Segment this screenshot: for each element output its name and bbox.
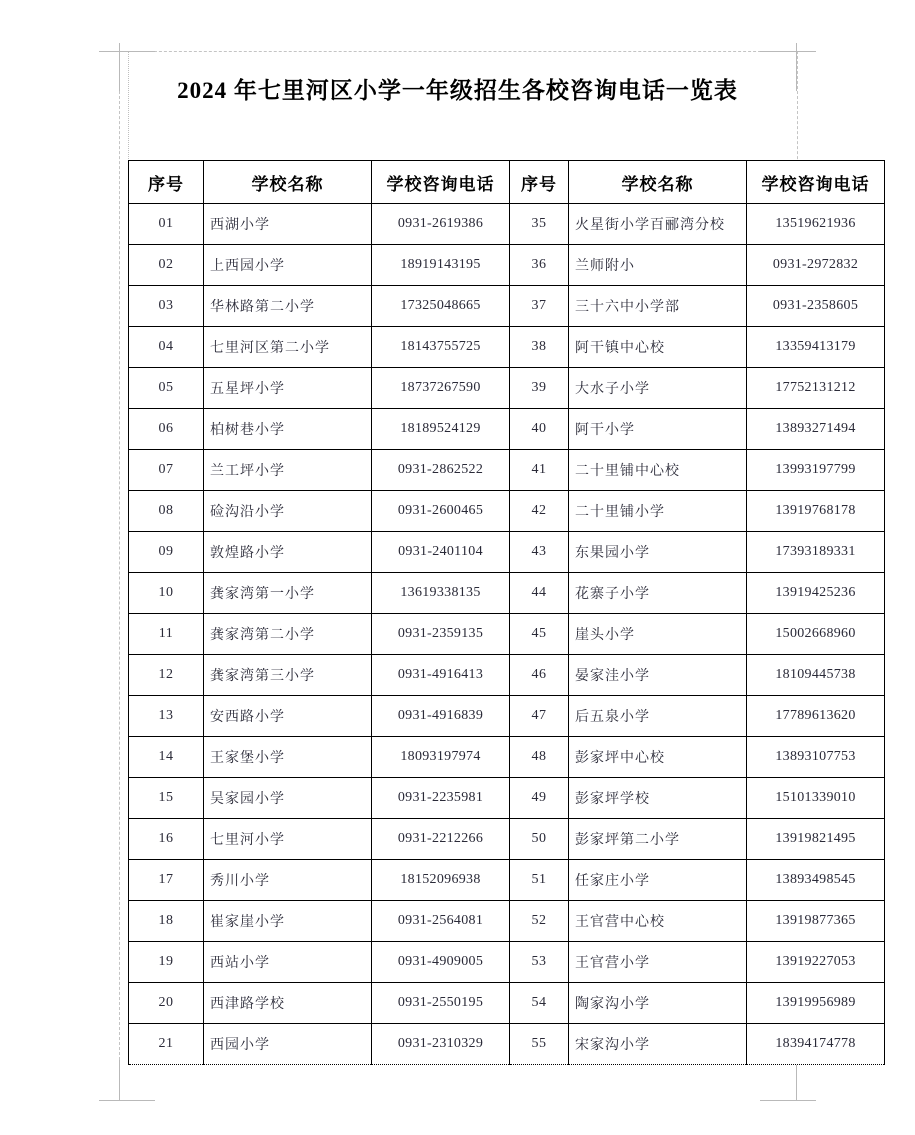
cell-name-right: 晏家洼小学 (569, 655, 747, 696)
cell-index-left: 18 (129, 901, 204, 942)
cell-phone-left: 0931-2619386 (372, 204, 510, 245)
cell-index-left: 20 (129, 983, 204, 1024)
cell-index-right: 42 (510, 491, 569, 532)
cell-name-right: 二十里铺小学 (569, 491, 747, 532)
cell-phone-right: 13919821495 (747, 819, 885, 860)
cell-phone-right: 13993197799 (747, 450, 885, 491)
table-row (129, 409, 885, 450)
cell-index-left: 03 (129, 286, 204, 327)
cell-name-left: 柏树巷小学 (204, 409, 372, 450)
cell-index-left: 12 (129, 655, 204, 696)
cell-index-right: 37 (510, 286, 569, 327)
cell-phone-left: 17325048665 (372, 286, 510, 327)
table-row (129, 204, 885, 245)
header-phone-right: 学校咨询电话 (747, 161, 885, 204)
cell-name-left: 西站小学 (204, 942, 372, 983)
cell-phone-left: 18919143195 (372, 245, 510, 286)
cell-name-right: 花寨子小学 (569, 573, 747, 614)
cell-name-left: 西湖小学 (204, 204, 372, 245)
cell-phone-left: 13619338135 (372, 573, 510, 614)
cell-index-right: 49 (510, 778, 569, 819)
cell-phone-left: 18189524129 (372, 409, 510, 450)
cell-name-right: 三十六中小学部 (569, 286, 747, 327)
cell-name-left: 王家堡小学 (204, 737, 372, 778)
header-name-right: 学校名称 (569, 161, 747, 204)
table-row (129, 655, 885, 696)
cell-name-right: 二十里铺中心校 (569, 450, 747, 491)
table-row (129, 450, 885, 491)
cell-name-right: 彭家坪第二小学 (569, 819, 747, 860)
cell-name-right: 彭家坪中心校 (569, 737, 747, 778)
cell-phone-left: 0931-2212266 (372, 819, 510, 860)
cell-index-right: 52 (510, 901, 569, 942)
cell-index-left: 19 (129, 942, 204, 983)
table-row (129, 778, 885, 819)
cell-index-right: 53 (510, 942, 569, 983)
cell-phone-left: 0931-2600465 (372, 491, 510, 532)
header-index-right: 序号 (510, 161, 569, 204)
cell-phone-right: 0931-2972832 (747, 245, 885, 286)
cell-index-right: 44 (510, 573, 569, 614)
cell-phone-left: 0931-2401104 (372, 532, 510, 573)
cell-index-right: 54 (510, 983, 569, 1024)
cell-index-left: 01 (129, 204, 204, 245)
cell-name-right: 大水子小学 (569, 368, 747, 409)
table-row (129, 983, 885, 1024)
cell-name-left: 七里河小学 (204, 819, 372, 860)
cell-index-left: 10 (129, 573, 204, 614)
cell-name-left: 西园小学 (204, 1024, 372, 1065)
cell-name-right: 王官营小学 (569, 942, 747, 983)
cell-phone-left: 18737267590 (372, 368, 510, 409)
cell-index-right: 46 (510, 655, 569, 696)
header-phone-left: 学校咨询电话 (372, 161, 510, 204)
cell-index-left: 16 (129, 819, 204, 860)
table-row (129, 491, 885, 532)
table-row (129, 819, 885, 860)
cell-name-right: 兰师附小 (569, 245, 747, 286)
header-name-left: 学校名称 (204, 161, 372, 204)
cell-name-left: 吴家园小学 (204, 778, 372, 819)
cell-name-left: 秀川小学 (204, 860, 372, 901)
table-row (129, 942, 885, 983)
table-row (129, 696, 885, 737)
cell-index-left: 17 (129, 860, 204, 901)
cell-name-right: 王官营中心校 (569, 901, 747, 942)
cell-name-left: 上西园小学 (204, 245, 372, 286)
cell-phone-right: 13893498545 (747, 860, 885, 901)
cell-phone-right: 17789613620 (747, 696, 885, 737)
cell-phone-left: 18093197974 (372, 737, 510, 778)
cell-index-left: 21 (129, 1024, 204, 1065)
cell-index-right: 48 (510, 737, 569, 778)
cell-index-left: 07 (129, 450, 204, 491)
cell-index-left: 04 (129, 327, 204, 368)
cell-index-left: 14 (129, 737, 204, 778)
cell-phone-left: 0931-2862522 (372, 450, 510, 491)
cell-phone-right: 13519621936 (747, 204, 885, 245)
cell-phone-right: 15101339010 (747, 778, 885, 819)
cell-index-left: 02 (129, 245, 204, 286)
cell-name-left: 华林路第二小学 (204, 286, 372, 327)
cell-phone-right: 13919956989 (747, 983, 885, 1024)
cell-name-right: 宋家沟小学 (569, 1024, 747, 1065)
cell-phone-right: 18109445738 (747, 655, 885, 696)
table-row (129, 901, 885, 942)
page-title: 2024 年七里河区小学一年级招生各校咨询电话一览表 (177, 78, 738, 103)
table-row (129, 286, 885, 327)
cell-phone-left: 0931-4909005 (372, 942, 510, 983)
cell-name-right: 后五泉小学 (569, 696, 747, 737)
header-index-left: 序号 (129, 161, 204, 204)
cell-name-left: 安西路小学 (204, 696, 372, 737)
cell-index-left: 11 (129, 614, 204, 655)
cell-index-left: 08 (129, 491, 204, 532)
cell-name-left: 七里河区第二小学 (204, 327, 372, 368)
cell-index-right: 35 (510, 204, 569, 245)
cell-name-left: 兰工坪小学 (204, 450, 372, 491)
table-row (129, 327, 885, 368)
cell-phone-right: 13893107753 (747, 737, 885, 778)
cell-phone-left: 0931-4916839 (372, 696, 510, 737)
cell-name-left: 敦煌路小学 (204, 532, 372, 573)
cell-index-right: 40 (510, 409, 569, 450)
cell-name-right: 陶家沟小学 (569, 983, 747, 1024)
cell-phone-right: 13919877365 (747, 901, 885, 942)
cell-phone-right: 13893271494 (747, 409, 885, 450)
cell-index-left: 09 (129, 532, 204, 573)
table-row (129, 737, 885, 778)
cell-index-right: 45 (510, 614, 569, 655)
cell-phone-right: 13919768178 (747, 491, 885, 532)
cell-phone-left: 18152096938 (372, 860, 510, 901)
cell-phone-right: 15002668960 (747, 614, 885, 655)
cell-phone-left: 0931-2310329 (372, 1024, 510, 1065)
cell-index-right: 43 (510, 532, 569, 573)
cell-name-left: 西津路学校 (204, 983, 372, 1024)
cell-name-right: 崖头小学 (569, 614, 747, 655)
cell-name-right: 阿干镇中心校 (569, 327, 747, 368)
cell-index-left: 05 (129, 368, 204, 409)
cell-name-left: 崔家崖小学 (204, 901, 372, 942)
cell-index-right: 39 (510, 368, 569, 409)
school-phone-table (128, 160, 885, 1065)
table-row (129, 368, 885, 409)
cell-phone-right: 13919425236 (747, 573, 885, 614)
cell-phone-right: 17393189331 (747, 532, 885, 573)
cell-phone-left: 0931-2550195 (372, 983, 510, 1024)
cell-name-right: 东果园小学 (569, 532, 747, 573)
cell-name-right: 任家庄小学 (569, 860, 747, 901)
table-row (129, 532, 885, 573)
cell-index-left: 13 (129, 696, 204, 737)
table-row (129, 860, 885, 901)
cell-index-right: 38 (510, 327, 569, 368)
cell-phone-left: 0931-2235981 (372, 778, 510, 819)
cell-phone-right: 17752131212 (747, 368, 885, 409)
cell-name-right: 火星街小学百郦湾分校 (569, 204, 747, 245)
cell-name-left: 龚家湾第一小学 (204, 573, 372, 614)
cell-phone-right: 18394174778 (747, 1024, 885, 1065)
cell-index-right: 55 (510, 1024, 569, 1065)
table-header (129, 161, 885, 204)
cell-name-right: 彭家坪学校 (569, 778, 747, 819)
cell-index-right: 36 (510, 245, 569, 286)
cell-name-left: 五星坪小学 (204, 368, 372, 409)
cell-phone-right: 0931-2358605 (747, 286, 885, 327)
cell-name-left: 硷沟沿小学 (204, 491, 372, 532)
cell-index-left: 15 (129, 778, 204, 819)
cell-phone-right: 13919227053 (747, 942, 885, 983)
cell-name-left: 龚家湾第二小学 (204, 614, 372, 655)
cell-index-left: 06 (129, 409, 204, 450)
cell-phone-left: 0931-2564081 (372, 901, 510, 942)
cell-phone-left: 0931-4916413 (372, 655, 510, 696)
table-row (129, 245, 885, 286)
cell-phone-right: 13359413179 (747, 327, 885, 368)
table-body (129, 204, 885, 1065)
cell-index-right: 50 (510, 819, 569, 860)
cell-name-right: 阿干小学 (569, 409, 747, 450)
text-boundary-top-guide (99, 51, 816, 52)
table-header-row (129, 161, 885, 204)
cell-index-right: 51 (510, 860, 569, 901)
table-row (129, 573, 885, 614)
cell-name-left: 龚家湾第三小学 (204, 655, 372, 696)
table-row (129, 1024, 885, 1065)
cell-index-right: 41 (510, 450, 569, 491)
cell-phone-left: 0931-2359135 (372, 614, 510, 655)
cell-phone-left: 18143755725 (372, 327, 510, 368)
table-row (129, 614, 885, 655)
cell-index-right: 47 (510, 696, 569, 737)
